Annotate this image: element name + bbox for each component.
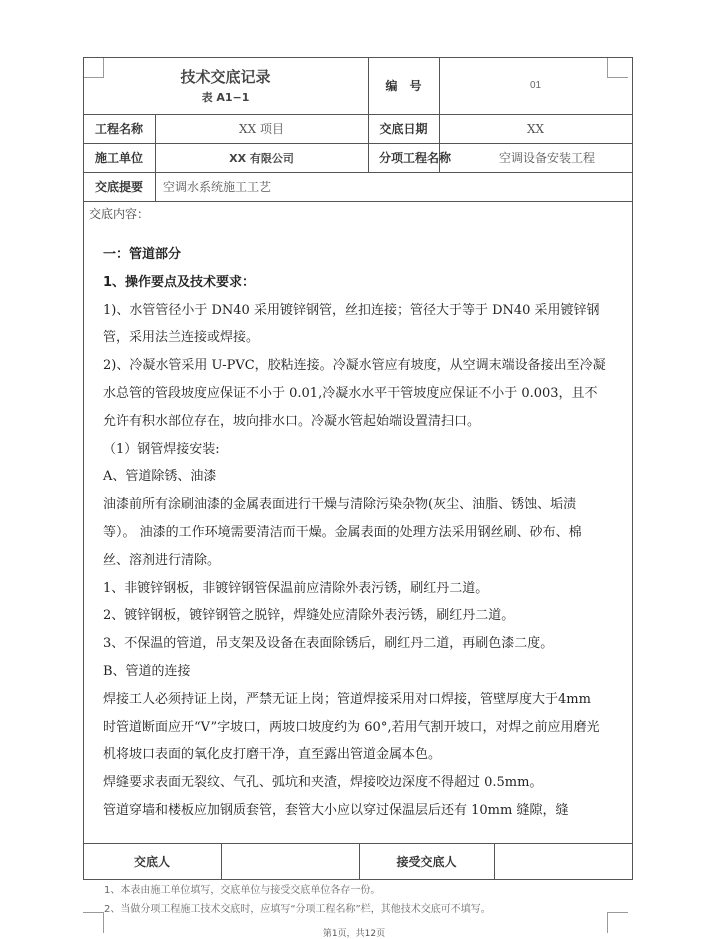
- content-heading: 一：管道部分: [103, 247, 182, 262]
- content-paragraph: 油漆前所有涂刷油漆的金属表面进行干燥与清除污染杂物(灰尘、油脂、锈蚀、垢渍等）。 油漆的工作环境需要清洁而干燥。金属表面的处理方法采用钢丝刷、砂布、棉丝、溶剂进行清除。: [103, 497, 582, 568]
- project-name-value: XX 项目: [239, 122, 284, 136]
- page-number: 第1页，共12页: [322, 929, 386, 939]
- number-label: 编 号: [385, 79, 422, 93]
- giver-signature-field[interactable]: [221, 843, 359, 879]
- construction-unit-label: 施工单位: [94, 151, 143, 165]
- disclosure-form: [83, 57, 633, 879]
- receiver-label: 接受交底人: [396, 854, 457, 869]
- content-body: [103, 241, 607, 825]
- content-paragraph: 2、镀锌钢板，镀锌钢管之脱锌，焊缝处应清除外表污锈，刷红丹二道。: [103, 608, 515, 624]
- disclosure-date-value: XX: [526, 121, 545, 136]
- giver-label: 交底人: [133, 854, 170, 869]
- form-title: 技术交底记录: [180, 68, 271, 86]
- content-paragraph: 3、不保温的管道，吊支架及设备在表面除锈后，刷红丹二道，再刷色漆二度。: [103, 636, 554, 652]
- content-paragraph: A、管道除锈、油漆: [103, 469, 217, 485]
- form-code: 表 A1−1: [201, 91, 250, 104]
- number-value: 01: [529, 80, 542, 91]
- content-label: 交底内容：: [89, 207, 150, 221]
- content-paragraph: 1)、水管管径小于 DN40 采用镀锌钢管，丝扣连接；管径大于等于 DN40 采用镀锌钢管，采用法兰连接或焊接。: [103, 302, 600, 346]
- content-paragraph: 1、非镀锌钢板，非镀锌钢管保温前应清除外表污锈，刷红丹二道。: [103, 580, 489, 596]
- content-paragraph: 2)、冷凝水管采用 U-PVC，胶粘连接。冷凝水管应有坡度，从空调末端设备接出至冷凝水总管的管段坡度应保证不小于 0.01,冷凝水水平干管坡度应保证不小于 0.003，且不允许有积水部位存在，坡向排水口。冷凝水管起始端设置清扫口。: [103, 358, 606, 429]
- content-paragraph: 管道穿墙和楼板应加钢质套管，套管大小应以穿过保温层后还有 10mm 缝隙，缝: [103, 802, 569, 818]
- receiver-signature-field[interactable]: [494, 843, 632, 879]
- subproject-name-label: 分项工程名称: [378, 151, 451, 165]
- summary-value: 空调水系统施工工艺: [163, 180, 272, 194]
- content-paragraph: （1）钢管焊接安装:: [103, 441, 220, 457]
- subproject-name-value: 空调设备安装工程: [498, 151, 595, 165]
- content-paragraph: 焊缝要求表面无裂纹、气孔、弧坑和夹渣，焊接咬边深度不得超过 0.5mm。: [103, 775, 543, 791]
- form-header: [83, 57, 368, 114]
- content-paragraph: 焊接工人必须持证上岗，严禁无证上岗；管道焊接采用对口焊接，管壁厚度大于4mm 时管道断面应开“V”字坡口，两坡口坡度约为 60°,若用气割开坡口，对焊之前应用磨光机将坡口表面的氧化皮打磨干净，直至露出管道金属本色。: [103, 691, 600, 763]
- content-paragraph: B、管道的连接: [103, 663, 191, 679]
- disclosure-date-label: 交底日期: [379, 122, 428, 136]
- summary-label: 交底提要: [94, 180, 143, 194]
- construction-unit-value: XX 有限公司: [229, 151, 294, 165]
- project-name-label: 工程名称: [94, 122, 143, 136]
- content-heading: 1、操作要点及技术要求：: [103, 274, 256, 290]
- note-1: 1、本表由施工单位填写，交底单位与接受交底单位各存一份。: [104, 885, 381, 896]
- note-2: 2、当做分项工程施工技术交底时，应填写“分项工程名称”栏，其他技术交底可不填写。: [104, 904, 491, 915]
